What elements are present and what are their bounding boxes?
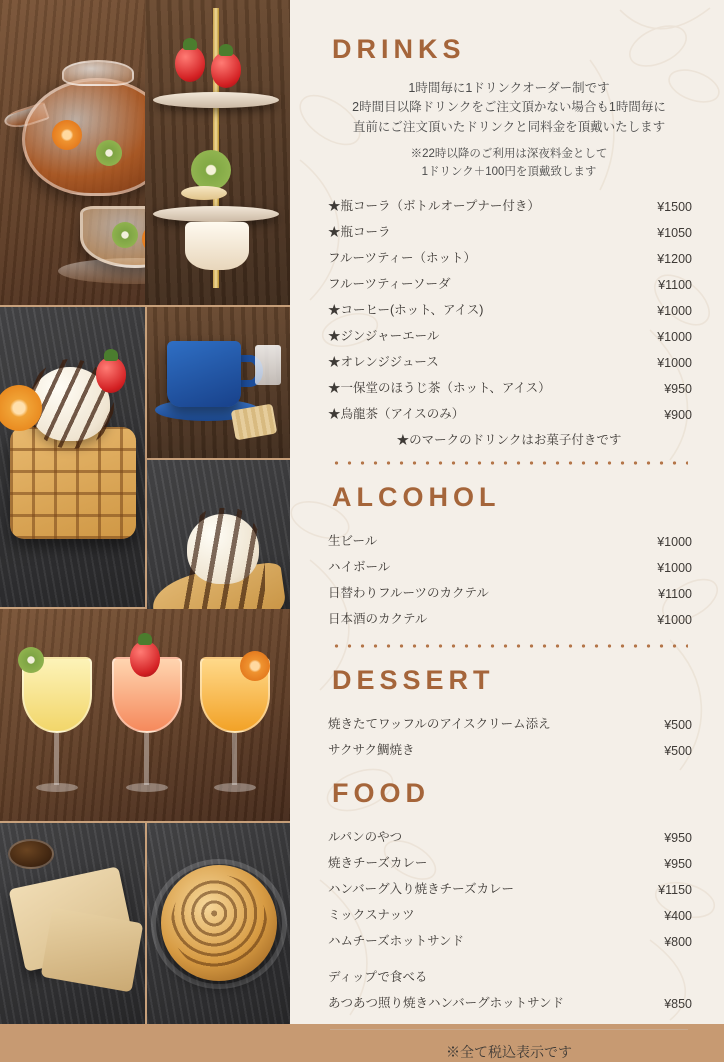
menu-item-row xyxy=(324,823,694,849)
item-price: ¥1000 xyxy=(657,560,692,575)
item-name: 日替わりフルーツのカクテル xyxy=(328,585,489,600)
item-name: ★ジンジャーエール xyxy=(328,328,440,343)
item-price: ¥800 xyxy=(664,934,692,949)
item-name: ルパンのやつ xyxy=(328,829,403,844)
kiwi-slice-shape xyxy=(112,222,138,248)
drinks-item-list xyxy=(324,192,694,426)
menu-item-row xyxy=(324,849,694,875)
blue-mug-shape xyxy=(167,341,241,407)
item-price: ¥1500 xyxy=(657,199,692,214)
item-name: ★瓶コーラ xyxy=(328,224,391,239)
dessert-item-list xyxy=(324,710,694,762)
kiwi-slice-shape xyxy=(191,150,231,190)
item-name: 焼きたてワッフルのアイスクリーム添え xyxy=(328,716,551,731)
item-name: ディップで食べる xyxy=(328,969,428,984)
dotted-divider xyxy=(330,643,688,649)
item-name: サクサク鯛焼き xyxy=(328,742,415,757)
alcohol-section-title: ALCOHOL xyxy=(332,481,501,512)
menu-panel xyxy=(290,0,724,1060)
menu-content xyxy=(290,0,724,1060)
menu-item-row xyxy=(324,192,694,218)
baked-curry-shape xyxy=(161,865,277,981)
menu-item-row xyxy=(324,901,694,927)
menu-item-row xyxy=(324,710,694,736)
item-name: 焼きチーズカレー xyxy=(328,855,428,870)
food-item-list xyxy=(324,823,694,1015)
waffle-with-ice-cream-photo xyxy=(0,307,145,607)
dip-bowl-shape xyxy=(8,839,54,869)
menu-item-row xyxy=(324,553,694,579)
three-cocktails-photo xyxy=(0,609,290,821)
item-name: ★烏龍茶（アイスのみ） xyxy=(328,406,465,421)
strawberry-shape xyxy=(96,357,126,393)
dessert-section-title: DESSERT xyxy=(332,664,495,695)
drinks-note-line: 直前にご注文頂いたドリンクと同料金を頂戴いたします xyxy=(352,119,666,134)
baked-cheese-curry-photo xyxy=(147,823,290,1024)
alcohol-item-list xyxy=(324,527,694,631)
item-name: ★コーヒー(ホット、アイス) xyxy=(328,302,484,317)
blue-mug-coffee-photo xyxy=(147,307,290,458)
cocktail-glass-shape xyxy=(112,657,182,807)
teapot-lid-shape xyxy=(62,60,134,86)
strawberry-shape xyxy=(211,52,241,88)
drinks-notes xyxy=(324,79,694,182)
item-name: ★一保堂のほうじ茶（ホット、アイス） xyxy=(328,380,551,395)
item-price: ¥950 xyxy=(664,381,692,396)
menu-item-row xyxy=(324,736,694,762)
tiered-dessert-stand-photo xyxy=(145,0,290,305)
menu-item-row xyxy=(324,527,694,553)
cream-cup-shape xyxy=(185,222,249,270)
item-name: あつあつ照り焼きハンバーグホットサンド xyxy=(328,995,565,1010)
drinks-footnote: ★のマークのドリンクはお菓子付きです xyxy=(396,432,622,447)
orange-slice-shape xyxy=(52,120,82,150)
milk-jar-shape xyxy=(255,345,281,385)
item-name: ★オレンジジュース xyxy=(328,354,439,369)
item-price: ¥850 xyxy=(664,996,692,1011)
item-price: ¥1000 xyxy=(657,329,692,344)
item-name: ハムチーズホットサンド xyxy=(328,933,465,948)
item-price: ¥1000 xyxy=(657,303,692,318)
drinks-subnote-line: 1ドリンク＋100円を頂戴致します xyxy=(421,165,597,178)
item-name: ハンバーグ入り焼きチーズカレー xyxy=(328,881,515,896)
drinks-section-title: DRINKS xyxy=(332,34,466,64)
kiwi-slice-shape xyxy=(96,140,122,166)
food-section-title: FOOD xyxy=(332,777,430,808)
menu-item-row xyxy=(324,605,694,631)
menu-item-row xyxy=(324,400,694,426)
item-name: ハイボール xyxy=(328,559,391,574)
list-spacer xyxy=(324,953,694,963)
item-name: 生ビール xyxy=(328,533,378,548)
menu-item-row xyxy=(324,927,694,953)
cocktail-glass-shape xyxy=(200,657,270,807)
strawberry-shape xyxy=(175,46,205,82)
stand-bottom-tier-shape xyxy=(153,206,279,222)
item-price: ¥1000 xyxy=(657,534,692,549)
menu-item-row xyxy=(324,348,694,374)
menu-item-row xyxy=(324,218,694,244)
stand-top-tier-shape xyxy=(153,92,279,108)
item-name: 日本酒のカクテル xyxy=(328,611,428,626)
item-price: ¥950 xyxy=(664,856,692,871)
item-name: フルーツティーソーダ xyxy=(328,276,451,291)
menu-item-row xyxy=(324,270,694,296)
item-price: ¥400 xyxy=(664,908,692,923)
item-name: フルーツティー（ホット） xyxy=(328,250,477,265)
menu-item-row xyxy=(324,374,694,400)
item-price: ¥1000 xyxy=(657,355,692,370)
item-name: ミックスナッツ xyxy=(328,907,415,922)
tax-note: ※全て税込表示です xyxy=(446,1043,572,1060)
photo-collage xyxy=(0,0,290,1024)
item-price: ¥500 xyxy=(664,743,692,758)
menu-item-row xyxy=(324,322,694,348)
drinks-note-line: 2時間目以降ドリンクをご注文頂かない場合も1時間毎に xyxy=(352,100,666,115)
item-price: ¥1150 xyxy=(658,882,692,897)
menu-item-row xyxy=(324,244,694,270)
sandwich-half-shape xyxy=(41,908,144,993)
menu-item-row xyxy=(324,579,694,605)
item-price: ¥900 xyxy=(664,407,692,422)
grilled-sandwich-with-dip-photo xyxy=(0,823,145,1024)
food-extra-label-row xyxy=(324,963,694,989)
item-price: ¥1100 xyxy=(658,277,692,292)
cocktail-glass-shape xyxy=(22,657,92,807)
menu-item-row xyxy=(324,296,694,322)
item-price: ¥1000 xyxy=(657,612,692,627)
item-price: ¥1050 xyxy=(657,225,692,240)
biscuit-shape xyxy=(231,404,278,441)
menu-item-row xyxy=(324,989,694,1015)
item-price: ¥950 xyxy=(664,830,692,845)
drinks-note-line: 1時間毎に1ドリンクオーダー制です xyxy=(408,81,610,95)
item-name: ★瓶コーラ（ボトルオープナー付き） xyxy=(328,198,540,213)
dotted-divider xyxy=(330,460,688,466)
horizontal-rule xyxy=(330,1029,688,1030)
item-price: ¥1200 xyxy=(657,251,692,266)
item-price: ¥1100 xyxy=(658,586,692,601)
item-price: ¥500 xyxy=(664,717,692,732)
drinks-subnote-line: ※22時以降のご利用は深夜料金として xyxy=(410,148,608,161)
apple-slice-shape xyxy=(181,186,227,200)
menu-item-row xyxy=(324,875,694,901)
